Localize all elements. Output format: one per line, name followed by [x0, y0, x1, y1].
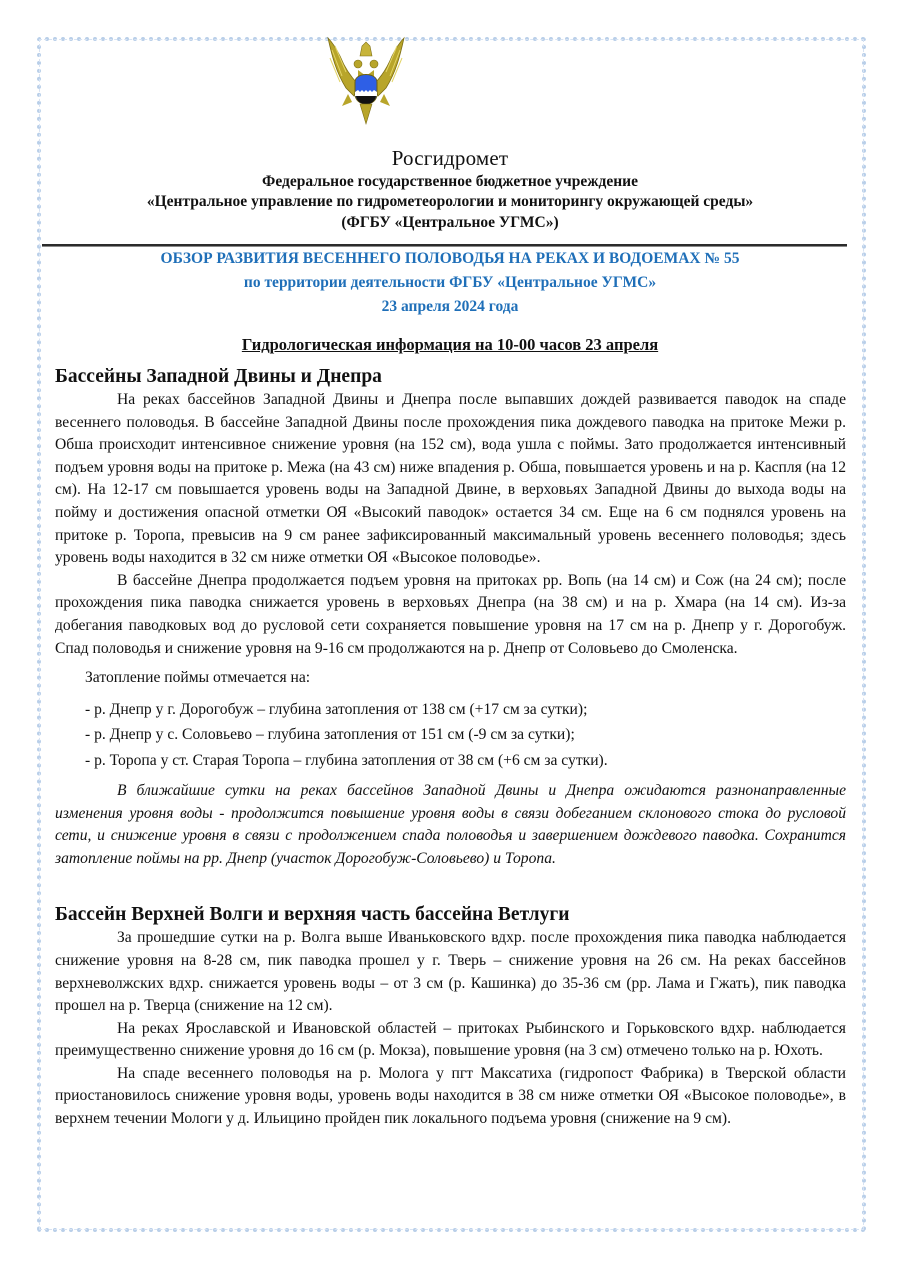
- report-date: 23 апреля 2024 года: [381, 298, 519, 315]
- section-heading: Бассейн Верхней Волги и верхняя часть бассейна Ветлуги: [55, 904, 570, 926]
- paragraph: На реках бассейнов Западной Двины и Днепра после выпавших дождей развивается паводок на спаде весеннего половодья. В бассейне Западной Двины после прохождения пика дождевого паводка на притоке Межи р. Обша происходит интенсивное снижение уровня (на 152 см), вода ушла с поймы. Зато продолжается интенсивный подъем уровня воды на притоке р. Межа (на 43 см) ниже впадения р. Обша, повышается уровень и на р. Каспля (на 12 см). На 12-17 см повышается уровень воды на Западной Двине, в верховьях Западной Двины до выхода воды на пойму и достижения опасной отметки ОЯ «Высокий паводок» остается 34 см. Еще на 6 см поднялся уровень на притоке р. Торопа, превысив на 9 см ранее зафиксированный максимальный уровень весеннего половодья; здесь уровень воды находится в 32 см ниже отметки ОЯ «Высокое половодье».: [55, 391, 846, 567]
- org-type: Федеральное государственное бюджетное учреждение: [262, 173, 638, 190]
- flood-intro: Затопление поймы отмечается на:: [85, 669, 311, 687]
- flood-list-item: - р. Днепр у г. Дорогобуж – глубина затопления от 138 см (+17 см за сутки);: [85, 700, 588, 718]
- header-divider: [42, 244, 847, 246]
- forecast-paragraph: В ближайшие сутки на реках бассейнов Западной Двины и Днепра ожидаются разнонаправленные изменения уровня воды - продолжится повышение уровня воды в связи добеганием склонового стока до русловой сети, и снижение уровня в связи с продолжением спада половодья и завершением дождевого паводка. Сохранится затопление поймы на рр. Днепр (участок Дорогобуж-Соловьево) и Торопа.: [55, 781, 846, 867]
- paragraph: На реках Ярославской и Ивановской областей – притоках Рыбинского и Горьковского вдхр. наблюдается преимущественно снижение уровня до 16 см (р. Мокза), повышение уровня (на 3 см) отмечено только на р. Юхоть.: [55, 1019, 846, 1060]
- flood-list: [55, 697, 846, 773]
- flood-list-item: - р. Днепр у с. Соловьево – глубина затопления от 151 см (-9 см за сутки);: [85, 726, 575, 744]
- paragraph: На спаде весеннего половодья на р. Молога у пгт Максатиха (гидропост Фабрика) в Тверской области приостановилось снижение уровня воды, уровень воды находится в 38 см ниже отметки ОЯ «Высокое половодье», в верхнем течении Мологи у д. Ильицино пройден пик локального подъема уровня (снижение на 9 см).: [55, 1064, 846, 1128]
- paragraph: В бассейне Днепра продолжается подъем уровня на притоках рр. Вопь (на 14 см) и Сож (на 24 см); после прохождения пика паводка снижается уровень в верховьях Днепра (на 38 см) и на р. Хмара (на 14 см). Из-за добегания паводковых вод до русловой сети сохраняется повышение уровня на 17 см на р. Днепр у г. Дорогобуж. Спад половодья и снижение уровня на 9-16 см продолжаются на р. Днепр от Соловьево до Смоленска.: [55, 571, 846, 657]
- flood-list-item: - р. Торопа у ст. Старая Торопа – глубина затопления от 38 см (+6 см за сутки).: [85, 751, 608, 769]
- report-title: ОБЗОР РАЗВИТИЯ ВЕСЕННЕГО ПОЛОВОДЬЯ НА РЕКАХ И ВОДОЕМАХ № 55: [160, 250, 740, 267]
- section-spacer: [55, 870, 846, 903]
- org-short-name: (ФГБУ «Центральное УГМС»): [341, 214, 559, 231]
- section-heading: Бассейны Западной Двины и Днепра: [55, 366, 382, 387]
- section-western-dvina-dnieper: [55, 365, 846, 870]
- report-body: [55, 365, 846, 1131]
- report-scope: по территории деятельности ФГБУ «Центральное УГМС»: [243, 274, 657, 291]
- org-full-name: «Центральное управление по гидрометеорологии и мониторингу окружающей среды»: [146, 193, 754, 210]
- agency-name: Росгидромет: [391, 146, 509, 170]
- hydrological-info-heading: Гидрологическая информация на 10-00 часов 23 апреля: [241, 335, 659, 354]
- section-upper-volga-vetluga: [55, 903, 846, 1130]
- rosgidromet-emblem-icon: [322, 36, 410, 128]
- paragraph: За прошедшие сутки на р. Волга выше Иваньковского вдхр. после прохождения пика паводка наблюдается снижение уровня на 8-28 см, пик паводка прошел у г. Тверь – снижение уровня на 26 см. На реках бассейнов верхневолжских вдхр. снижается уровень воды – от 3 см (р. Кашинка) до 35-36 см (рр. Лама и Гжать), пик паводка прошел на р. Тверца (снижение на 12 см).: [55, 929, 846, 1015]
